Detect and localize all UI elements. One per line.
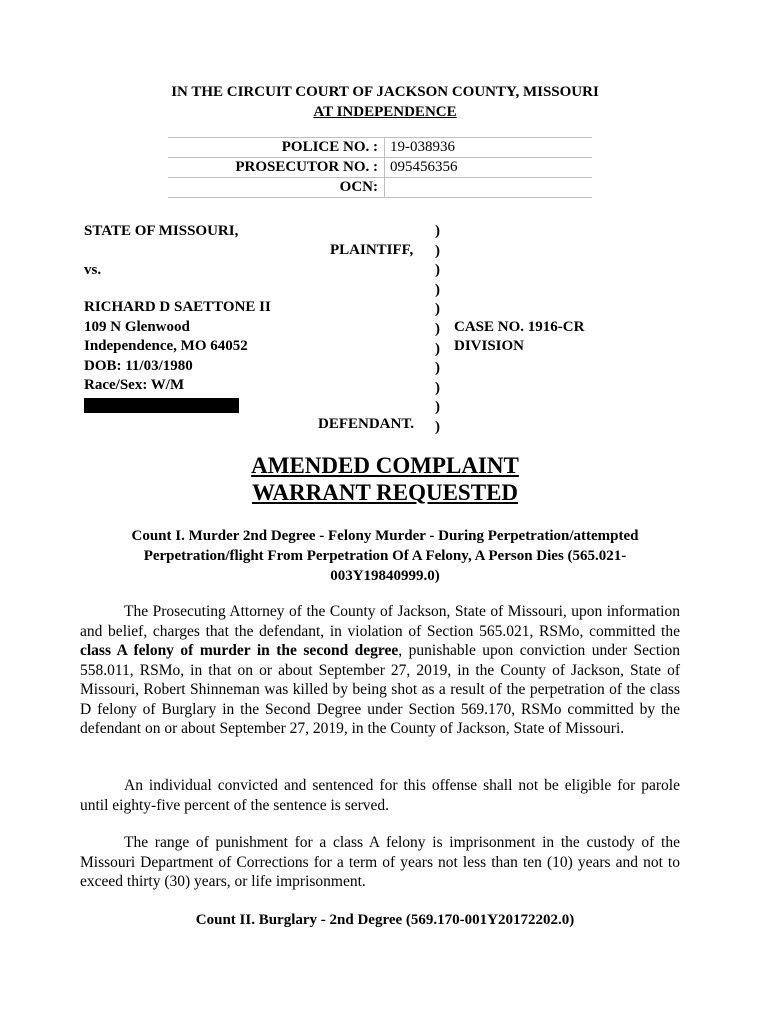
defendant-address: 109 N Glenwood bbox=[84, 319, 190, 335]
ocn-label: OCN: bbox=[168, 178, 385, 198]
warrant-requested-heading: WARRANT REQUESTED bbox=[251, 480, 519, 505]
count-1-paragraph-3: The range of punishment for a class A felony is imprisonment in the custody of the Missouri Department of Corrections for a term of years not less than ten (10) years and not to exceed thirty (30) years, or life imprisonment. bbox=[80, 834, 680, 890]
court-name: IN THE CIRCUIT COURT OF JACKSON COUNTY, MISSOURI bbox=[171, 84, 599, 100]
defendant-dob: DOB: 11/03/1980 bbox=[84, 358, 193, 374]
plaintiff-name: STATE OF MISSOURI, bbox=[84, 223, 239, 239]
prosecutor-number-row bbox=[168, 158, 592, 178]
ocn-value bbox=[385, 178, 593, 198]
defendant-race-sex: Race/Sex: W/M bbox=[84, 377, 185, 393]
court-location: AT INDEPENDENCE bbox=[313, 104, 457, 120]
case-number: CASE NO. 1916-CR bbox=[454, 319, 585, 335]
redaction-bar bbox=[84, 398, 239, 413]
count-2-title: Count II. Burglary - 2nd Degree (569.170-001Y20172202.0) bbox=[195, 912, 575, 928]
count-1-paragraph-1: The Prosecuting Attorney of the County of Jackson, State of Missouri, upon information and belief, charges that the defendant, in violation of Section 565.021, RSMo, committed the class A felony of murder in the second degree, punishable upon conviction under Section 558.011, RSMo, in that on or about September 27, 2019, in the County of Jackson, State of Missouri, Robert Shinneman was killed by being shot as a result of the perpetration of the class D felony of Burglary in the Second Degree under Section 569.170, RSMo committed by the defendant on or about September 27, 2019, in the County of Jackson, State of Missouri. bbox=[80, 603, 680, 737]
prosecutor-number-label: PROSECUTOR NO. : bbox=[168, 158, 385, 178]
defendant-name: RICHARD D SAETTONE II bbox=[84, 299, 271, 315]
case-numbers-table bbox=[168, 137, 592, 198]
defendant-label: DEFENDANT. bbox=[318, 416, 414, 432]
defendant-city: Independence, MO 64052 bbox=[84, 338, 248, 354]
police-number-value: 19-038936 bbox=[385, 138, 593, 158]
amended-complaint-heading: AMENDED COMPLAINT bbox=[251, 453, 519, 478]
count-1-title: Count I. Murder 2nd Degree - Felony Murder - During Perpetration/attempted Perpetration/flight From Perpetration Of A Felony, A Person Dies (565.021-003Y19840999.0) bbox=[131, 528, 639, 584]
plaintiff-label: PLAINTIFF, bbox=[330, 242, 414, 258]
versus-label: vs. bbox=[84, 262, 102, 278]
offense-class-text: class A felony of murder in the second degree bbox=[80, 642, 399, 659]
police-number-label: POLICE NO. : bbox=[168, 138, 385, 158]
prosecutor-number-value: 095456356 bbox=[385, 158, 593, 178]
division-label: DIVISION bbox=[454, 338, 525, 354]
caption-parentheses: ) ) ) ) ) ) ) ) ) ) ) bbox=[435, 223, 440, 435]
police-number-row bbox=[168, 138, 592, 158]
count-1-paragraph-2: An individual convicted and sentenced for this offense shall not be eligible for parole until eighty-five percent of the sentence is served. bbox=[80, 777, 680, 814]
ocn-row bbox=[168, 178, 592, 198]
